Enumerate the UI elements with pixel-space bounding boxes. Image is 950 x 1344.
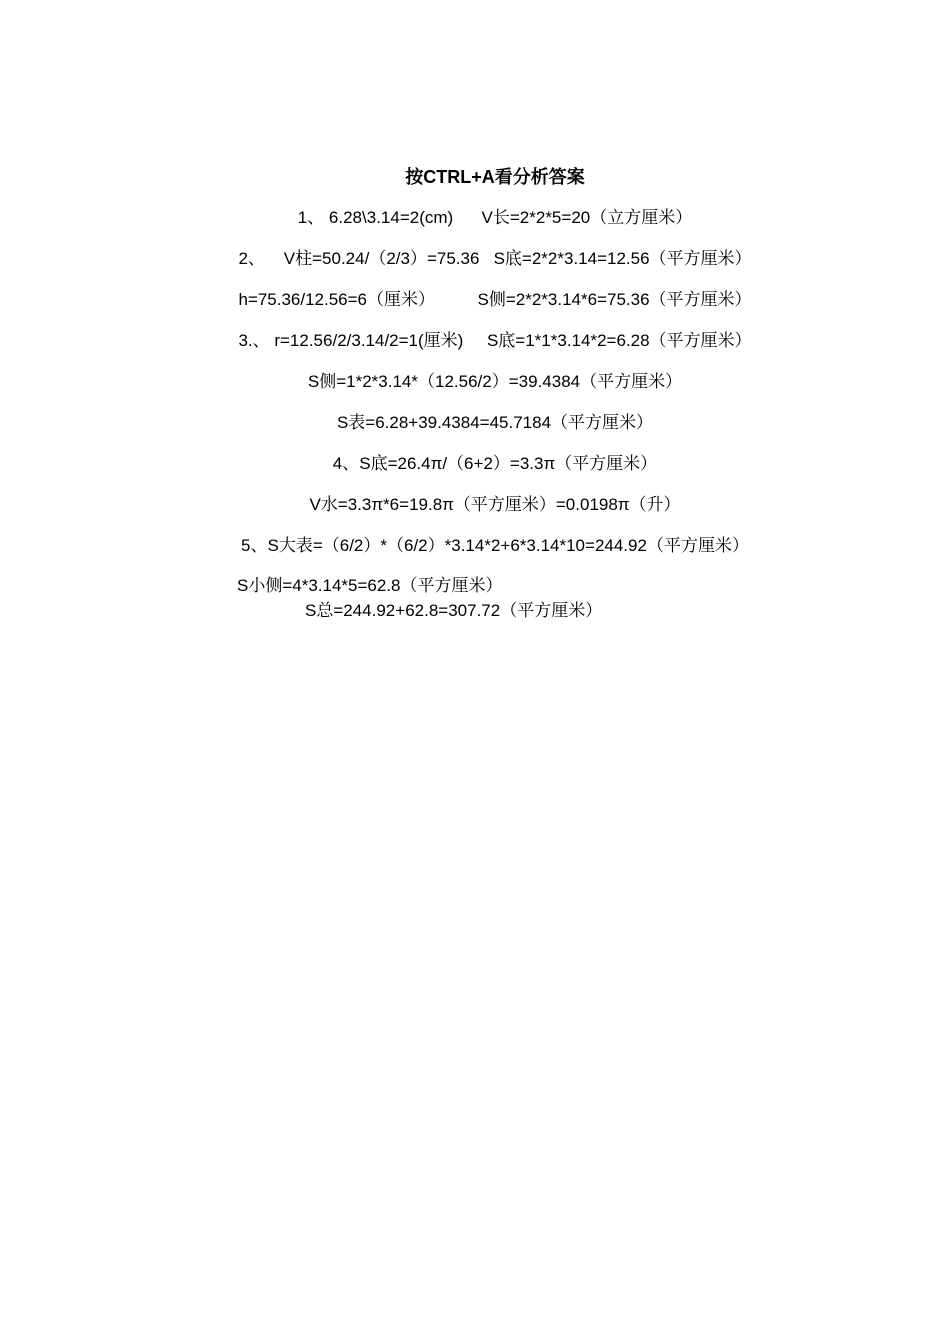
- answer-line-10: S小侧=4*3.14*5=62.8（平方厘米）: [237, 576, 503, 595]
- answer-line-11: S总=244.92+62.8=307.72（平方厘米）: [305, 601, 603, 620]
- answer-line-9: 5、S大表=（6/2）*（6/2）*3.14*2+6*3.14*10=244.92（平方厘米）: [241, 536, 749, 555]
- answer-line-3: h=75.36/12.56=6（厘米） S侧=2*2*3.14*6=75.36（平方厘米）: [238, 290, 752, 309]
- answer-line-4: 3.、 r=12.56/2/3.14/2=1(厘米) S底=1*1*3.14*2=6.28（平方厘米）: [238, 331, 752, 350]
- page-title: 按CTRL+A看分析答案: [405, 167, 585, 187]
- answer-line-1: 1、 6.28\3.14=2(cm) V长=2*2*5=20（立方厘米）: [297, 208, 693, 227]
- answer-line-2: 2、 V柱=50.24/（2/3）=75.36 S底=2*2*3.14=12.56（平方厘米）: [238, 249, 752, 268]
- answer-line-6: S表=6.28+39.4384=45.7184（平方厘米）: [336, 413, 654, 432]
- answer-line-7: 4、S底=26.4π/（6+2）=3.3π（平方厘米）: [332, 454, 658, 473]
- answer-line-5: S侧=1*2*3.14*（12.56/2）=39.4384（平方厘米）: [307, 372, 683, 391]
- answer-line-8: V水=3.3π*6=19.8π（平方厘米）=0.0198π（升）: [309, 495, 681, 514]
